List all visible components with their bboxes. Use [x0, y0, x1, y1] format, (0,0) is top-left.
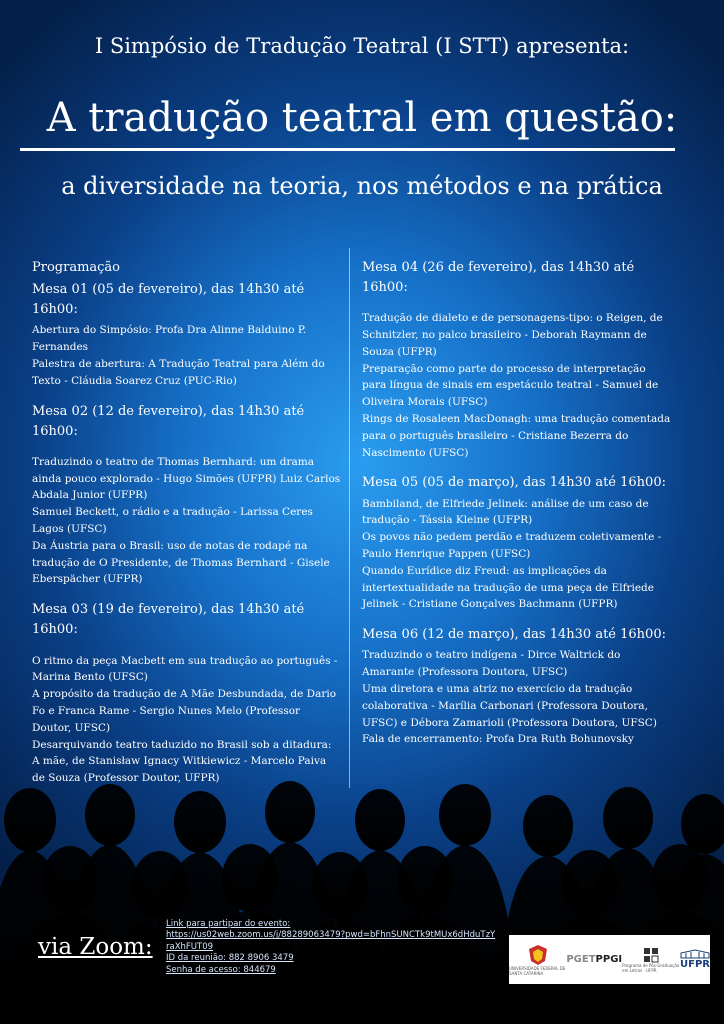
mesa-03-heading: Mesa 03 (19 de fevereiro), das 14h30 até 16h00: [32, 602, 305, 638]
ppgi-text: PPGI [595, 954, 623, 965]
zoom-details [166, 919, 496, 976]
ppg-ufpr-logo [622, 947, 680, 973]
event-title: A tradução teatral em questão: [46, 95, 678, 141]
mesa-02-heading: Mesa 02 (12 de fevereiro), das 14h30 até 16h00: [32, 403, 305, 439]
ppgi-logo [596, 954, 623, 965]
mesa-02-item: Samuel Beckett, o rádio e a tradução - Larissa Ceres Lagos (UFSC) [32, 506, 313, 536]
mesa-03-item: A propósito da tradução de A Mãe Desbundada, de Dario Fo e Franca Rame - Sergio Nunes Melo (Professor Doutor, UFSC) [32, 688, 337, 734]
ufsc-name: UNIVERSIDADE FEDERAL DE SANTA CATARINA [509, 965, 566, 976]
mesa-04-item: Tradução de dialeto e de personagens-tipo: o Reigen, de Schnitzler, no palco brasileiro - Deborah Raymann de Souza (UFPR) [362, 312, 663, 358]
passcode: Senha de acesso: 844679 [166, 964, 276, 975]
pget-logo [566, 954, 595, 965]
mesa-05-item: Os povos não pedem perdão e traduzem coletivamente - Paulo Henrique Pappen (UFSC) [362, 531, 662, 560]
ppg-ufpr-name: Programa de Pós-Graduação em Letras - UFPR [622, 962, 680, 973]
ufpr-logo [680, 949, 710, 970]
mesa-03-item: O ritmo da peça Macbett em sua tradução ao português - Marina Bento (UFSC) [32, 654, 338, 684]
ufpr-building-icon [680, 949, 710, 959]
program-left-column [32, 258, 342, 799]
mesa-02-item: Traduzindo o teatro de Thomas Bernhard: um drama ainda pouco explorado - Hugo Simões (UFPR) Luiz Carlos Abdala Junior (UFPR) [32, 455, 341, 502]
mesa-04-item: Preparação como parte do processo de interpretação para língua de sinais em espetáculo teatral - Samuel de Oliveira Morais (UFSC) [362, 362, 659, 409]
mesa-02-item: Da Áustria para o Brasil: uso de notas de rodapé na tradução de O Presidente, de Thomas Bernhard - Gisele Eberspächer (UFPR) [32, 539, 330, 586]
mesa-03-section [32, 600, 342, 787]
mesa-01-heading: Mesa 01 (05 de fevereiro), das 14h30 até 16h00: [32, 282, 305, 318]
mesa-05-heading: Mesa 05 (05 de março), das 14h30 até 16h00: [362, 475, 666, 491]
mesa-06-item: Traduzindo o teatro indígena - Dirce Waltrick do Amarante (Professora Doutora, UFSC) [362, 649, 621, 679]
title-underline [20, 148, 675, 151]
audience-silhouettes [0, 760, 724, 1024]
mesa-03-item: Desarquivando teatro taduzido no Brasil sob a ditadura: A mãe, de Stanisław Ignacy Witkiewicz - Marcelo Paiva de Souza (Professor Doutor, UFPR) [32, 738, 332, 785]
program-right-column [362, 258, 672, 760]
mesa-02-section [32, 402, 342, 589]
mesa-04-section [362, 258, 672, 461]
ppg-grid-icon [643, 947, 659, 963]
mesa-01-item: Palestra de abertura: A Tradução Teatral para Além do Texto - Cláudia Soarez Cruz (PUC-Rio) [32, 358, 325, 387]
mesa-05-item: Bambiland, de Elfriede Jelinek: análise de um caso de tradução - Tássia Kleine (UFPR) [362, 497, 649, 527]
mesa-04-heading: Mesa 04 (26 de fevereiro), das 14h30 até 16h00: [362, 260, 635, 296]
mesa-06-item: Fala de encerramento: Profa Dra Ruth Bohunovsky [362, 733, 634, 746]
meeting-id: ID da reunião: 882 8906 3479 [166, 953, 294, 964]
mesa-06-heading: Mesa 06 (12 de março), das 14h30 até 16h00: [362, 627, 666, 643]
mesa-05-item: Quando Eurídice diz Freud: as implicações da intertextualidade na tradução de uma peça de Elfriede Jelinek - Cristiane Gonçalves Bachmann (UFPR) [362, 564, 654, 611]
mesa-01-item: Abertura do Simpósio: Profa Dra Alinne Balduino P. Fernandes [32, 324, 307, 354]
zoom-link[interactable]: https://us02web.zoom.us/j/88289063479?pwd=bFhnSUNCTk9tMUx6dHduTzYraXhFUT09 [166, 930, 496, 952]
event-subtitle: a diversidade na teoria, nos métodos e na prática [61, 172, 663, 200]
mesa-05-section [362, 473, 672, 613]
mesa-06-section [362, 625, 672, 748]
ufsc-crest-icon [527, 944, 549, 966]
column-divider [349, 248, 350, 788]
pget-text: PGET [566, 954, 596, 965]
sponsor-logos [509, 935, 710, 984]
ufsc-logo [509, 944, 566, 976]
presents-line: I Simpósio de Tradução Teatral (I STT) apresenta: [94, 34, 630, 58]
program-label: Programação [32, 260, 121, 275]
mesa-01-section [32, 280, 342, 389]
mesa-06-item: Uma diretora e uma atriz no exercício da tradução colaborativa - Marília Carbonari (Professora Doutora, UFSC) e Débora Zamarioli (Professora Doutora, UFSC) [362, 682, 657, 729]
via-zoom-label: via Zoom: [38, 934, 153, 960]
zoom-link-label[interactable]: Link para partipar do evento: [166, 919, 291, 929]
ufpr-text: UFPR [680, 959, 710, 970]
mesa-04-item: Rings de Rosaleen MacDonagh: uma tradução comentada para o português brasileiro - Cristiane Bezerra do Nascimento (UFSC) [362, 413, 671, 459]
